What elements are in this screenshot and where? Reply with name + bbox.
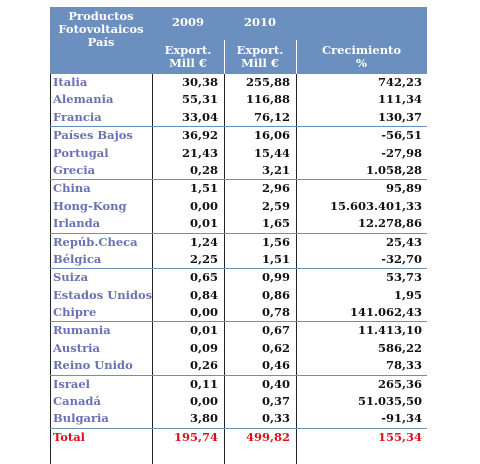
growth-cell: 53,73	[385, 270, 422, 285]
export-2010-cell: 0,86	[261, 287, 290, 302]
export-2009-cell: 33,04	[181, 109, 218, 124]
export-2010-cell: 0,78	[261, 305, 290, 320]
export-2009-cell: 3,80	[189, 411, 218, 426]
total-row	[50, 428, 427, 446]
growth-cell: 15.603.401,33	[329, 198, 422, 213]
growth-cell: -32,70	[381, 251, 422, 266]
table-row	[50, 91, 427, 108]
export-2009-cell: 0,00	[189, 394, 218, 409]
growth-cell: 1.058,28	[365, 162, 422, 177]
export-2010-cell: 0,46	[261, 358, 290, 373]
country-cell: Grecia	[53, 162, 96, 177]
header-product-country	[50, 10, 152, 49]
growth-cell: 586,22	[377, 340, 422, 355]
table-body	[50, 74, 427, 446]
header-divider	[296, 40, 297, 74]
export-2010-cell: 0,67	[261, 323, 290, 338]
header-export-2010-line2: Mill €	[241, 56, 279, 70]
header-export-2009-line2: Mill €	[169, 56, 207, 70]
table-row	[50, 287, 427, 304]
export-2009-cell: 30,38	[181, 75, 218, 89]
growth-cell: 25,43	[385, 234, 422, 249]
export-2010-cell: 76,12	[253, 109, 290, 124]
table-header	[50, 7, 427, 74]
country-cell: Hong-Kong	[53, 198, 127, 213]
header-export-2009-line1: Export.	[164, 43, 212, 57]
export-2009-cell: 55,31	[181, 92, 218, 107]
table-row	[50, 215, 427, 232]
export-2010-cell: 15,44	[253, 145, 290, 160]
header-year-2010: 2010	[243, 15, 276, 29]
export-2009-cell: 21,43	[181, 145, 218, 160]
export-2010-cell: 116,88	[245, 92, 290, 107]
export-2009-cell: 0,01	[189, 216, 218, 231]
country-cell: Israel	[53, 376, 91, 391]
growth-cell: 155,34	[377, 429, 422, 444]
table-row	[50, 145, 427, 162]
export-2009-cell: 195,74	[173, 429, 218, 444]
country-cell: Reino Unido	[53, 358, 133, 373]
export-2010-cell: 3,21	[261, 162, 290, 177]
growth-cell: 265,36	[377, 376, 422, 391]
country-cell: Canadá	[53, 394, 101, 409]
country-cell: Repúb.Checa	[53, 234, 138, 249]
growth-cell: -91,34	[381, 411, 422, 426]
country-cell: Rumania	[53, 323, 111, 338]
country-cell: Estados Unidos	[53, 287, 153, 302]
export-2009-cell: 0,01	[189, 323, 218, 338]
export-2010-cell: 0,40	[261, 376, 290, 391]
table-row	[50, 251, 427, 268]
export-2010-cell: 0,62	[261, 340, 290, 355]
table-row	[50, 393, 427, 410]
export-2010-cell: 2,96	[261, 181, 290, 196]
header-year-2009: 2009	[171, 15, 204, 29]
exports-table	[50, 7, 427, 446]
export-2009-cell: 0,00	[189, 198, 218, 213]
table-row	[50, 179, 427, 197]
table-row	[50, 340, 427, 357]
export-2009-cell: 0,11	[189, 376, 218, 391]
growth-cell: 130,37	[377, 109, 422, 124]
table-row	[50, 357, 427, 374]
export-2009-cell: 1,24	[189, 234, 218, 249]
table-row	[50, 109, 427, 126]
header-crecimiento: Crecimiento	[321, 43, 402, 57]
country-cell: Irlanda	[53, 216, 101, 231]
country-cell: Portugal	[53, 145, 109, 160]
export-2010-cell: 1,51	[261, 251, 290, 266]
country-cell: Austria	[53, 340, 100, 355]
header-divider	[224, 40, 225, 74]
export-2010-cell: 499,82	[245, 429, 290, 444]
header-growth	[296, 44, 427, 70]
export-2009-cell: 36,92	[181, 128, 218, 143]
country-cell: Suiza	[53, 270, 89, 285]
header-pais: País	[87, 35, 115, 49]
export-2009-cell: 0,26	[189, 358, 218, 373]
header-productos: Productos	[68, 9, 134, 23]
country-cell: Bélgica	[53, 251, 102, 266]
export-2010-cell: 1,65	[261, 216, 290, 231]
export-2010-cell: 0,33	[261, 411, 290, 426]
growth-cell: 141.062,43	[349, 305, 422, 320]
export-2009-cell: 1,51	[189, 181, 218, 196]
export-2010-cell: 2,59	[261, 198, 290, 213]
growth-cell: 95,89	[385, 181, 422, 196]
export-2010-cell: 0,99	[261, 270, 290, 285]
export-2010-cell: 255,88	[245, 75, 290, 89]
growth-cell: 111,34	[377, 92, 422, 107]
country-cell: Alemania	[53, 92, 114, 107]
export-2009-cell: 0,84	[189, 287, 218, 302]
export-2010-cell: 1,56	[261, 234, 290, 249]
country-cell: Total	[53, 429, 86, 444]
growth-cell: 51.035,50	[357, 394, 422, 409]
header-export-2009	[152, 44, 224, 70]
country-cell: Italia	[53, 75, 88, 89]
country-cell: Chipre	[53, 305, 97, 320]
table-row	[50, 198, 427, 215]
country-cell: Francia	[53, 109, 102, 124]
growth-cell: -27,98	[381, 145, 422, 160]
header-export-2010	[224, 44, 296, 70]
growth-cell: 742,23	[377, 75, 422, 89]
header-percent: %	[356, 56, 367, 70]
growth-cell: 11.413,10	[357, 323, 422, 338]
country-cell: China	[53, 181, 91, 196]
export-2010-cell: 0,37	[261, 394, 290, 409]
export-2009-cell: 0,00	[189, 305, 218, 320]
export-2009-cell: 0,09	[189, 340, 218, 355]
country-cell: Bulgaria	[53, 411, 109, 426]
header-export-2010-line1: Export.	[236, 43, 284, 57]
export-2009-cell: 0,28	[189, 162, 218, 177]
table-row	[50, 268, 427, 286]
growth-cell: -56,51	[381, 128, 422, 143]
table-row	[50, 304, 427, 321]
table-row	[50, 410, 427, 427]
table-row	[50, 321, 427, 339]
table-row	[50, 233, 427, 251]
country-cell: Países Bajos	[53, 128, 133, 143]
growth-cell: 12.278,86	[357, 216, 422, 231]
growth-cell: 78,33	[385, 358, 422, 373]
table-row	[50, 375, 427, 393]
growth-cell: 1,95	[393, 287, 422, 302]
table-row	[50, 162, 427, 179]
table-row	[50, 126, 427, 144]
table-row	[50, 74, 427, 91]
export-2009-cell: 2,25	[189, 251, 218, 266]
export-2009-cell: 0,65	[189, 270, 218, 285]
header-fotovoltaicos: Fotovoltaicos	[58, 22, 144, 36]
export-2010-cell: 16,06	[253, 128, 290, 143]
